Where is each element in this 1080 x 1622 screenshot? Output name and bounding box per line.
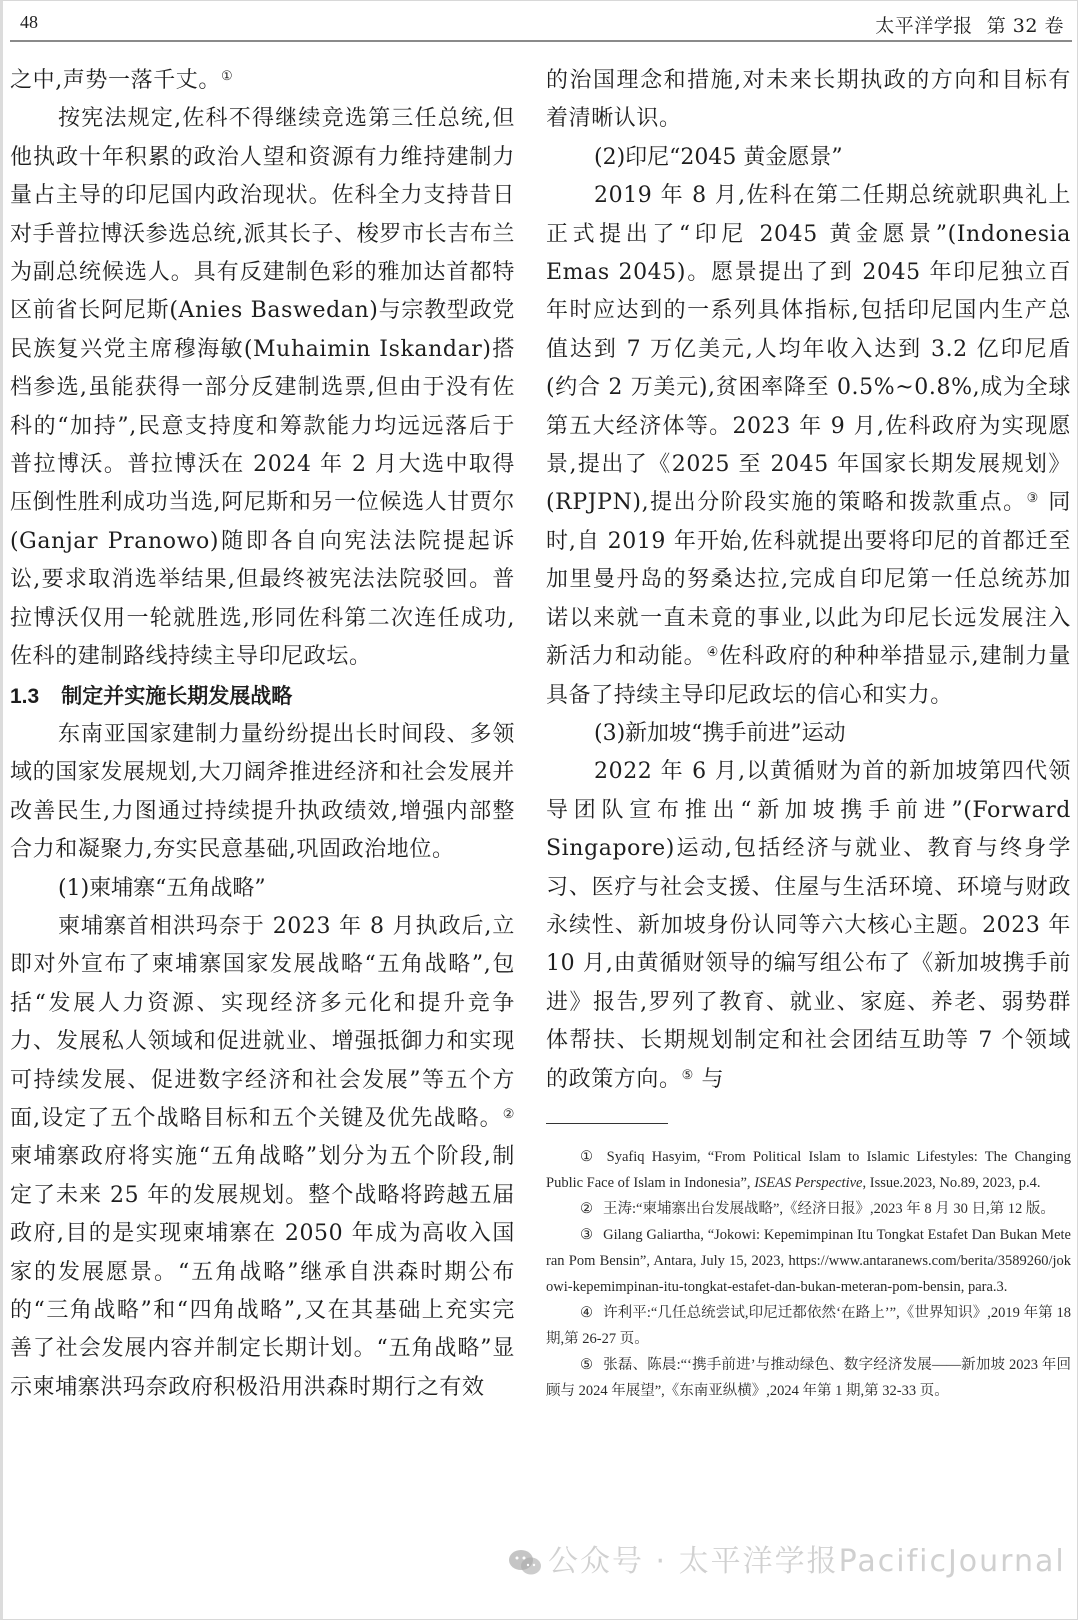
right-column <box>546 62 1071 1404</box>
footnote-text: 张磊、陈晨:“‘携手前进’与推动绿色、数字经济发展——新加坡 2023 年回顾与 2024 年展望”,《东南亚纵横》,2024 年第 1 期,第 32-33 页。 <box>546 1356 1072 1399</box>
subheading: (3)新加坡“携手前进”运动 <box>594 720 846 746</box>
paragraph: 的治国理念和措施,对未来长期执政的方向和目标有着清晰认识。 <box>546 68 1071 132</box>
footnote-text: , Issue.2023, No.89, 2023, p.4. <box>862 1174 1041 1191</box>
paragraph <box>546 753 1071 1099</box>
footnote-mark: ⑤ <box>580 1356 594 1373</box>
footnote-ref[interactable]: ⑤ <box>681 1067 694 1083</box>
section-number: 1.3 <box>10 684 40 708</box>
footnote-mark: ④ <box>580 1304 594 1321</box>
journal-name: 太平洋学报 <box>875 15 973 37</box>
paragraph-text: 2022 年 6 月,以黄循财为首的新加坡第四代领导团队宣布推出“新加坡携手前进”(Forward Singapore)运动,包括经济与就业、教育与终身学习、医疗与社会支援、住屋与生活环境、环境与财政永续性、新加坡身份认同等六大核心主题。2023 年 10 月,由黄循财领导的编写组公布了《新加坡携手前进》报告,罗列了教育、就业、家庭、养老、弱势群体帮扶、长期规划制定和社会团结互助等 7 个领域的政策方向。 <box>546 759 1071 1092</box>
watermark-text: 公众号 · 太平洋学报PacificJournal <box>548 1544 1066 1579</box>
footnote <box>546 1300 1071 1352</box>
footnote-text: Syafiq Hasyim, “From Political Islam to Islamic Lifestyles: The Changing Public Face of Islam in Indonesia”, <box>546 1148 1071 1191</box>
left-column <box>10 62 515 1407</box>
paragraph-text: 之中,声势一落千丈。 <box>10 68 221 93</box>
paragraph: 按宪法规定,佐科不得继续竞选第三任总统,但他执政十年积累的政治人望和资源有力维持建制力量占主导的印尼国内政治现状。佐科全力支持昔日对手普拉博沃参选总统,派其长子、梭罗市长吉布兰为副总统候选人。具有反建制色彩的雅加达首都特区前省长阿尼斯(Anies Baswedan)与宗教型政党民族复兴党主席穆海敏(Muhaimin Iskandar)搭档参选,虽能获得一部分反建制选票,但由于没有佐科的“加持”,民意支持度和筹款能力均远远落后于普拉博沃。普拉博沃在 2024 年 2 月大选中取得压倒性胜利成功当选,阿尼斯和另一位候选人甘贾尔(Ganjar Pranowo)随即各自向宪法法院提起诉讼,要求取消选举结果,但最终被宪法法院驳回。普拉博沃仅用一轮就胜选,形同佐科第二次连任成功,佐科的建制路线持续主导印尼政坛。 <box>10 106 515 670</box>
footnote-text: 许利平:“几任总统尝试,印尼迁都依然‘在路上’”,《世界知识》,2019 年第 18 期,第 26-27 页。 <box>546 1304 1072 1347</box>
footnote-ref[interactable]: ③ <box>1026 491 1040 507</box>
paragraph-text: 柬埔寨首相洪玛奈于 2023 年 8 月执政后,立即对外宣布了柬埔寨国家发展战略“五角战略”,包括“发展人力资源、实现经济多元化和提升竞争力、发展私人领域和促进就业、增强抵御力和实现可持续发展、促进数字经济和社会发展”等五个方面,设定了五个战略目标和五个关键及优先战略。 <box>10 913 515 1131</box>
section-heading <box>10 677 515 716</box>
paragraph: 东南亚国家建制力量纷纷提出长时间段、多领域的国家发展规划,大刀阔斧推进经济和社会发展并改善民生,力图通过持续提升执政绩效,增强内部整合力和凝聚力,夯实民意基础,巩固政治地位。 <box>10 721 515 863</box>
journal-info <box>875 11 1064 38</box>
footnote <box>546 1222 1071 1300</box>
paragraph <box>10 62 515 100</box>
footnote-ref[interactable]: ④ <box>706 645 720 661</box>
paragraph <box>10 908 515 1407</box>
footnotes <box>546 1144 1071 1404</box>
footnote-ref[interactable]: ② <box>502 1106 515 1122</box>
footnote-mark: ② <box>580 1200 593 1217</box>
footnote-source-title: ISEAS Perspective <box>754 1174 863 1191</box>
paragraph-text: 与 <box>693 1066 725 1092</box>
paragraph-text: 同时,自 2019 年开始,佐科就提出要将印尼的首都迁至加里曼丹岛的努桑达拉,完成自印尼第一任总统苏加诺以来就一直未竟的事业,以此为印尼长远发展注入新活力和动能。 <box>546 490 1071 670</box>
paragraph-text: 佐科政府的种种举措显示,建制力量具备了持续主导印尼政坛的信心和实力。 <box>546 644 1071 708</box>
footnote-text: 王涛:“柬埔寨出台发展战略”,《经济日报》,2023 年 8 月 30 日,第 12 版。 <box>603 1200 1055 1217</box>
volume-label: 第 32 卷 <box>986 15 1064 37</box>
running-header <box>10 6 1072 42</box>
footnote-ref[interactable]: ① <box>221 69 234 84</box>
watermark <box>508 1536 1066 1580</box>
footnote <box>546 1196 1071 1222</box>
page-number: 48 <box>20 12 38 32</box>
paragraph-text: 柬埔寨政府将实施“五角战略”划分为五个阶段,制定了未来 25 年的发展规划。整个战略将跨越五届政府,目的是实现柬埔寨在 2050 年成为高收入国家的发展愿景。“五角战略”继承自洪森时期公布的“三角战略”和“四角战略”,又在其基础上充实完善了社会发展内容并制定长期计划。“五角战略”显示柬埔寨洪玛奈政府积极沿用洪森时期行之有效 <box>10 1144 515 1400</box>
footnote <box>546 1144 1071 1196</box>
footnote <box>546 1352 1071 1404</box>
paragraph <box>546 177 1071 715</box>
footnote-text: Gilang Galiartha, “Jokowi: Kepemimpinan Itu Tongkat Estafet Dan Bukan Meteran Pom Bensin”, Antara, July 15, 2023, https://www.antaranews.com/berita/3589260/jokowi-kepemimpinan-itu-tongkat-estafet-dan-bukan-meteran-pom-bensin, para.3. <box>546 1226 1071 1295</box>
paragraph-text: 2019 年 8 月,佐科在第二任期总统就职典礼上正式提出了“印尼 2045 黄金愿景”(Indonesia Emas 2045)。愿景提出了到 2045 年印尼独立百年时应达到的一系列具体指标,包括印尼国内生产总值达到 7 万亿美元,人均年收入达到 3.2 亿印尼盾(约合 2 万美元),贫困率降至 0.5%~0.8%,成为全球第五大经济体等。2023 年 9 月,佐科政府为实现愿景,提出了《2025 至 2045 年国家长期发展规划》(RPJPN),提出分阶段实施的策略和拨款重点。 <box>546 183 1071 516</box>
subheading: (2)印尼“2045 黄金愿景” <box>594 144 843 170</box>
subheading: (1)柬埔寨“五角战略” <box>58 875 266 901</box>
footnote-divider <box>546 1123 668 1124</box>
wechat-icon <box>508 1549 542 1577</box>
footnote-mark: ③ <box>580 1226 594 1243</box>
section-title: 制定并实施长期发展战略 <box>61 683 293 708</box>
footnote-mark: ① <box>580 1148 597 1165</box>
